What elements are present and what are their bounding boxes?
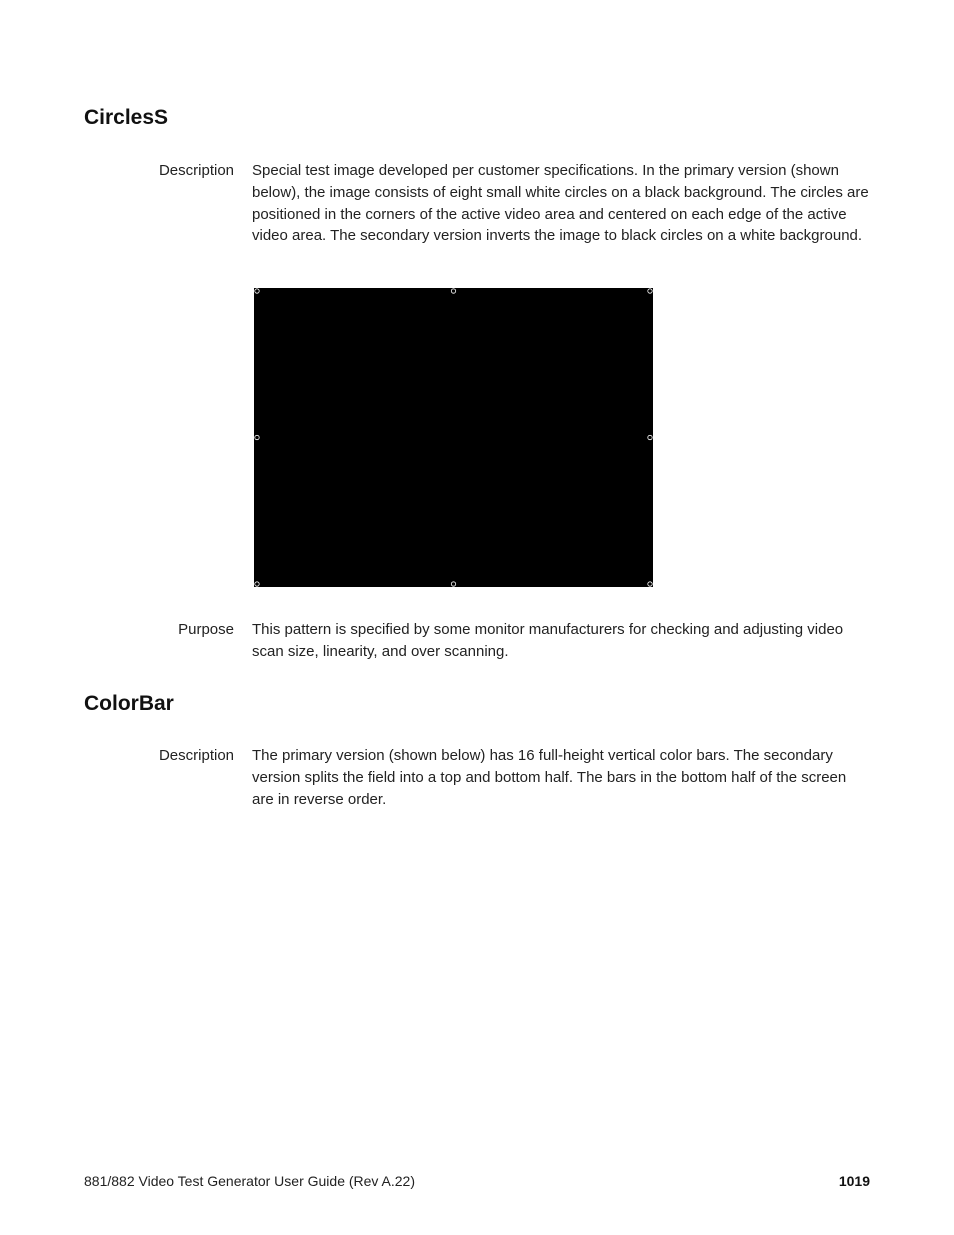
description-label: Description xyxy=(158,747,234,764)
circless-pattern-image xyxy=(254,288,653,587)
circless-purpose: This pattern is specified by some monitor manufacturers for checking and adjusting video scan size, linearity, and over scanning. xyxy=(252,621,844,660)
colorbar-description: The primary version (shown below) has 16 full-height vertical color bars. The secondary version splits the field into a top and bottom half. The bars in the bottom half of the screen are in reverse order. xyxy=(252,747,847,808)
circless-description: Special test image developed per customer specifications. In the primary version (shown below), the image consists of eight small white circles on a black background. The circles are positioned in the corners of the active video area and centered on each edge of the active video area. The secondary version inverts the image to black circles on a white background. xyxy=(252,162,869,245)
pattern-background xyxy=(254,288,653,587)
section-title-circless: CirclesS xyxy=(84,106,169,129)
circles-svg xyxy=(254,288,653,587)
footer-doc-title: 881/882 Video Test Generator User Guide (Rev A.22) xyxy=(84,1173,416,1189)
section-title-colorbar: ColorBar xyxy=(84,692,174,715)
purpose-label: Purpose xyxy=(178,621,234,638)
description-label: Description xyxy=(158,162,234,179)
footer-page-number: 1019 xyxy=(838,1173,870,1189)
